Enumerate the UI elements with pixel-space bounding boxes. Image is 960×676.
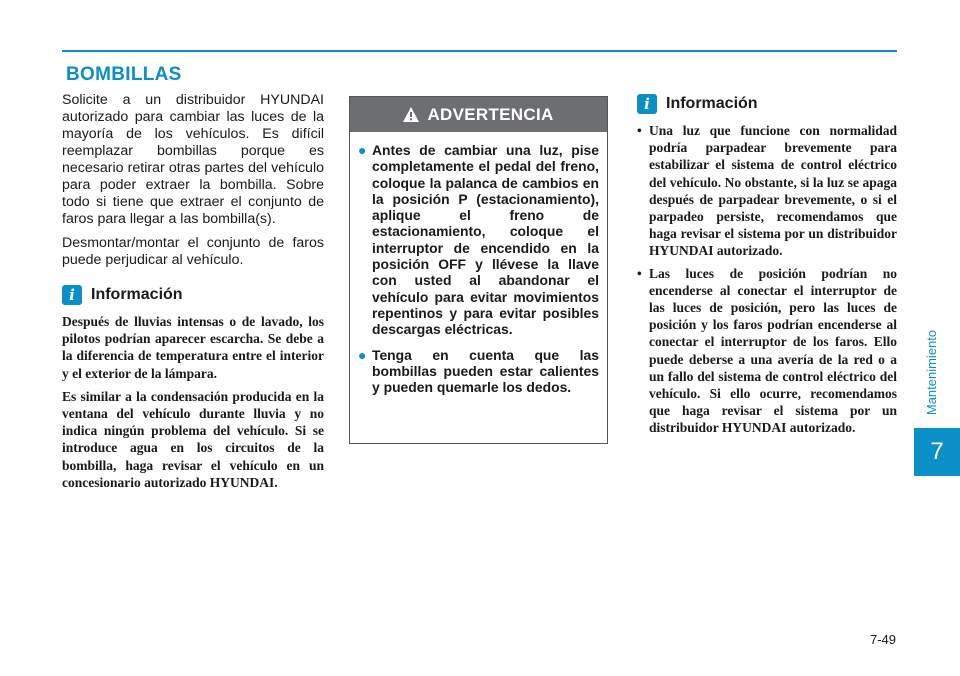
warning-item: [358, 142, 599, 338]
warning-list: [350, 132, 607, 395]
bullet-icon: •: [637, 265, 642, 281]
warning-header: [350, 97, 607, 132]
right-column: [637, 94, 897, 442]
info-paragraph: Después de lluvias intensas o de lavado, los pilotos podrían aparecer escarcha. Se debe a la diferencia de temperatura entre el interior y el exterior de la lámpara.: [62, 314, 324, 381]
info-title: Información: [91, 286, 183, 303]
info-list-item: [637, 265, 897, 437]
warning-item-text: Tenga en cuenta que las bombillas pueden estar calientes y pueden quemarle los dedos.: [372, 346, 599, 396]
bullet-icon: ●: [358, 142, 367, 158]
info-item-text: Una luz que funcione con normalidad podría parpadear brevemente para estabilizar el sistema de control eléctrico del vehículo. No obstante, si la luz se apaga después de parpadear brevemente, o si el parpadeo persiste, recomendamos que haga revisar el sistema por un distribuidor HYUNDAI autorizado.: [649, 123, 897, 259]
section-title: BOMBILLAS: [66, 64, 182, 85]
info-list: [637, 122, 897, 437]
page-number: 7-49: [869, 632, 896, 647]
warning-item: [358, 347, 599, 396]
info-header: [637, 94, 897, 114]
info-header: [62, 285, 324, 305]
intro-paragraph: Desmontar/montar el conjunto de faros puede perjudicar al vehículo.: [62, 235, 324, 268]
info-icon: i: [62, 285, 82, 305]
chapter-name: Mantenimiento: [924, 329, 940, 415]
info-icon: i: [637, 94, 657, 114]
left-column: [62, 92, 324, 497]
bullet-icon: •: [637, 123, 642, 138]
intro-paragraph: Solicite a un distribuidor HYUNDAI autorizado para cambiar las luces de la mayoría de los vehículos. Es difícil reemplazar bombillas porque es necesario retirar otras partes del vehículo para poder extraer la bombilla. Sobre todo si tiene que extraer el conjunto de faros para llegar a las bombilla(s).: [62, 92, 324, 227]
info-title: Información: [666, 95, 758, 112]
warning-item-text: Antes de cambiar una luz, pise completamente el pedal del freno, coloque la palanca de cambios en la posición P (estacionamiento), aplique el freno de estacionamiento, coloque el interruptor de encendido en la posición OFF y llévese la llave con usted al abandonar el vehículo para evitar movimientos repentinos y para evitar posibles descargas eléctricas.: [372, 142, 599, 338]
info-list-item: [637, 122, 897, 260]
bullet-icon: ●: [358, 346, 367, 363]
warning-box: [349, 96, 608, 444]
info-paragraph: Es similar a la condensación producida en la ventana del vehículo durante lluvia y no indica ningún problema del vehículo. Si se introduce agua en los circuitos de la bombilla, haga revisar el vehículo en un concesionario autorizado HYUNDAI.: [62, 388, 324, 490]
chapter-tab: 7: [914, 428, 960, 476]
info-item-text: Las luces de posición podrían no encenderse al conectar el interruptor de las luces de posición, pero las luces de posición y los faros podrían encenderse al conectar el interruptor de los faros. Ello puede deberse a una avería de la red o a un fallo del sistema de control eléctrico del vehículo. Si ello ocurre, recomendamos que haga revisar el sistema por un distribuidor HYUNDAI autorizado.: [649, 265, 897, 436]
warning-triangle-icon: [403, 107, 419, 122]
top-rule: [62, 50, 897, 52]
chapter-side-label: [922, 322, 942, 422]
warning-title: ADVERTENCIA: [427, 104, 554, 124]
